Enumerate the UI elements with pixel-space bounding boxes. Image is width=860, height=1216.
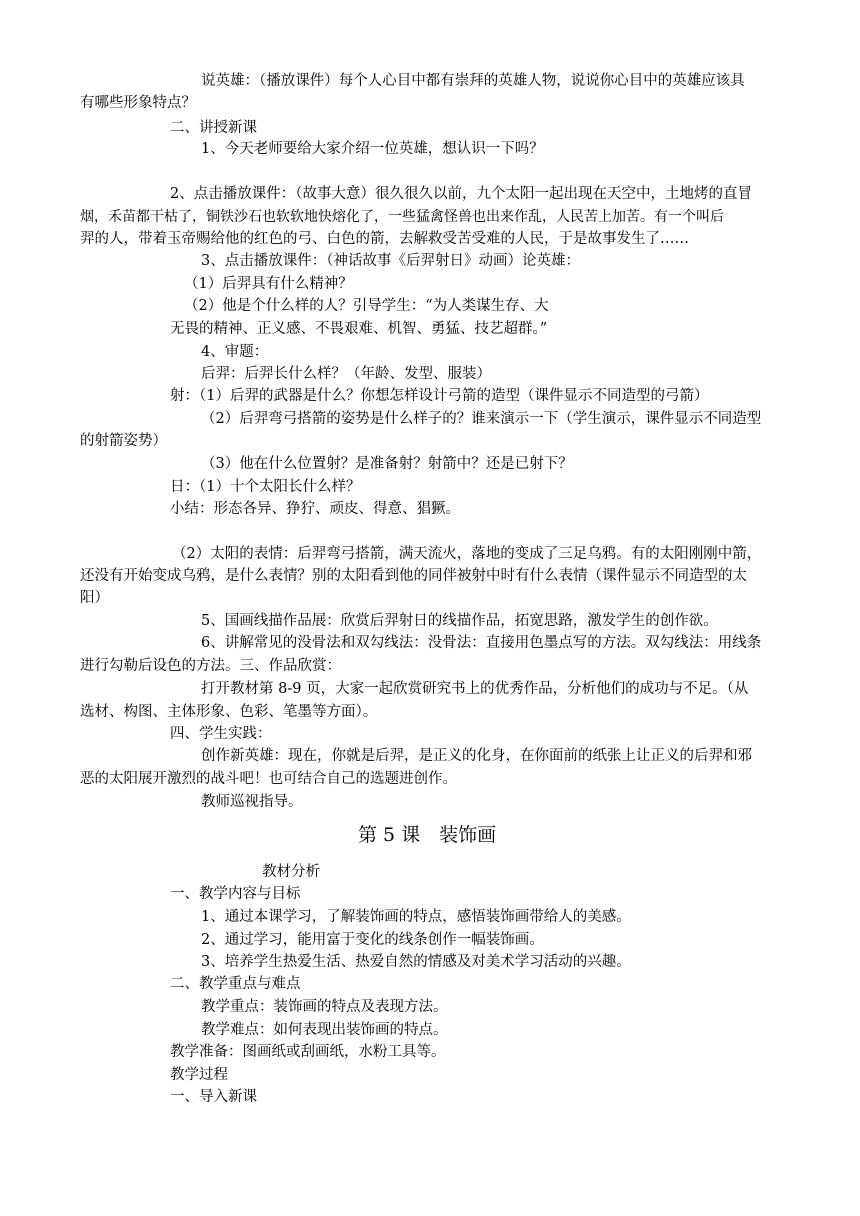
- text-line: （2）他是个什么样的人？引导学生：“为人类谋生存、大: [184, 298, 549, 314]
- text-line: 羿的人，带着玉帝赐给他的红色的弓、白色的箭，去解救受苦受难的人民，于是故事发生了……: [80, 231, 689, 247]
- text-line: 选材、构图、主体形象、色彩、笔墨等方面）。: [80, 704, 378, 720]
- lesson-title: 第 5 课 装饰画: [358, 824, 497, 846]
- text-line: 2、点击播放课件：（故事大意）很久很久以前，九个太阳一起出现在天空中，土地烤的直冒: [170, 186, 752, 202]
- text-line: 的射箭姿势）: [80, 433, 167, 449]
- text-line: （1）后羿具有什么精神？: [184, 276, 353, 292]
- text-line: 教学难点：如何表现出装饰画的特点。: [201, 1022, 448, 1038]
- text-line: 进行勾勒后设色的方法。三、作品欣赏：: [80, 658, 341, 674]
- section-heading: 一、教学内容与目标: [170, 886, 301, 902]
- text-line: （2）太阳的表情：后羿弯弓搭箭，满天流火，落地的变成了三足乌鸦。有的太阳刚刚中箭，: [172, 546, 762, 562]
- text-line: 打开教材第 8-9 页，大家一起欣赏研究书上的优秀作品，分析他们的成功与不足。（从: [201, 681, 749, 697]
- text-line: 还没有开始变成乌鸦，是什么表情？别的太阳看到他的同伴被射中时有什么表情（课件显示不同造型的太: [80, 568, 747, 584]
- text-line: 恶的太阳展开激烈的战斗吧！也可结合自己的选题进创作。: [80, 771, 457, 787]
- text-line: 2、通过学习，能用富于变化的线条创作一幅装饰画。: [201, 932, 544, 948]
- text-line: 教学重点：装饰画的特点及表现方法。: [201, 999, 448, 1015]
- text-line: 6、讲解常见的没骨法和双勾线法：没骨法：直接用色墨点写的方法。双勾线法：用线条: [201, 635, 762, 651]
- text-line: 教学准备：图画纸或刮画纸，水粉工具等。: [170, 1044, 446, 1060]
- text-line: 射：（1）后羿的武器是什么？你想怎样设计弓箭的造型（课件显示不同造型的弓箭）: [170, 388, 709, 404]
- text-line: 创作新英雄：现在，你就是后羿，是正义的化身，在你面前的纸张上让正义的后羿和邪: [201, 748, 752, 764]
- text-line: 4、审题：: [201, 344, 269, 360]
- text-line: 1、今天老师要给大家介绍一位英雄，想认识一下吗？: [201, 141, 544, 157]
- text-line: 日：（1）十个太阳长什么样？: [170, 479, 361, 495]
- text-line: 说英雄：（播放课件）每个人心目中都有崇拜的英雄人物，说说你心目中的英雄应该具: [201, 73, 745, 89]
- text-line: 教师巡视指导。: [201, 794, 303, 810]
- section-heading: 四、学生实践：: [170, 726, 272, 742]
- text-line: 3、培养学生热爱生活、热爱自然的情感及对美术学习活动的兴趣。: [201, 954, 631, 970]
- text-line: 无畏的精神、正义感、不畏艰难、机智、勇猛、技艺超群。”: [170, 321, 548, 337]
- section-heading: 二、讲授新课: [170, 120, 257, 136]
- subsection-heading: 教材分析: [262, 864, 320, 880]
- text-line: （2）后羿弯弓搭箭的姿势是什么样子的？谁来演示一下（学生演示，课件显示不同造型: [201, 411, 762, 427]
- text-line: 3、点击播放课件：（神话故事《后羿射日》动画）论英雄：: [201, 253, 580, 269]
- text-line: 5、国画线描作品展：欣赏后羿射日的线描作品，拓宽思路，激发学生的创作欲。: [201, 613, 718, 629]
- text-line: 有哪些形象特点？: [80, 95, 196, 111]
- section-heading: 教学过程: [170, 1067, 228, 1083]
- text-line: （3）他在什么位置射？是准备射？射箭中？还是已射下？: [201, 456, 573, 472]
- section-heading: 一、导入新课: [170, 1089, 257, 1105]
- section-heading: 二、教学重点与难点: [170, 976, 301, 992]
- text-line: 阳）: [80, 590, 109, 606]
- text-line: 烟，禾苗都干枯了，铜铁沙石也软软地快熔化了，一些猛禽怪兽也出来作乱，人民苦上加苦。有一个叫后: [80, 209, 724, 225]
- text-line: 小结：形态各异、狰狞、顽皮、得意、猖獗。: [170, 501, 460, 517]
- text-line: 1、通过本课学习，了解装饰画的特点，感悟装饰画带给人的美感。: [201, 909, 631, 925]
- text-line: 后羿：后羿长什么样？（年龄、发型、服装）: [201, 366, 491, 382]
